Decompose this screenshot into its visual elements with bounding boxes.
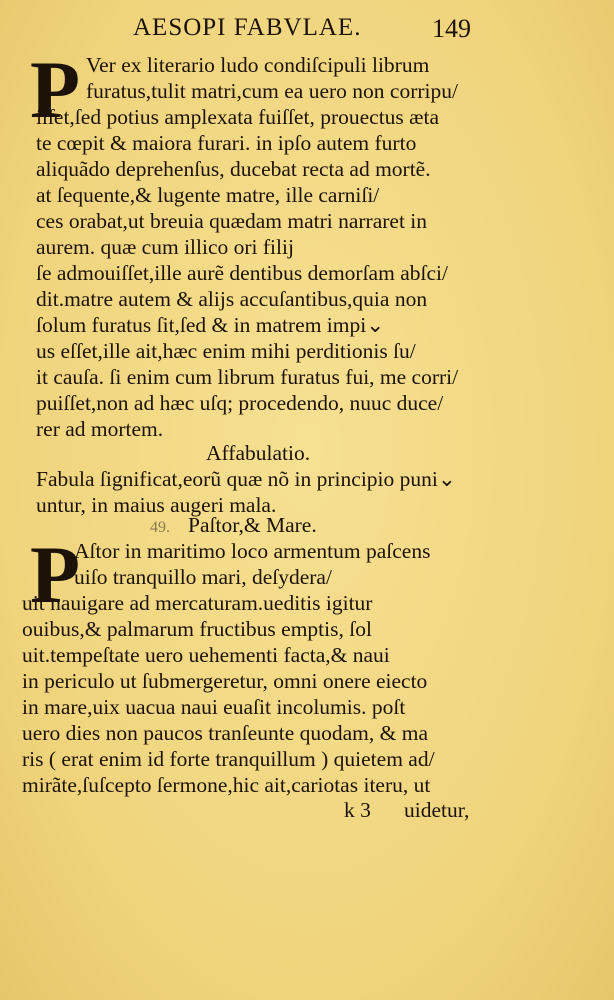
page-number: 149 xyxy=(432,14,471,43)
text-line: iſſet,ſed potius amplexata fuiſſet, prouectus æta xyxy=(36,105,440,129)
text-line: dit.matre autem & alijs accuſantibus,quia non xyxy=(36,287,428,311)
text-line: puiſſet,non ad hæc uſq; procedendo, nuuc duce/ xyxy=(36,391,444,415)
text-line: at ſequente,& lugente matre, ille carniſi/ xyxy=(36,183,380,207)
text-line: furatus,tulit matri,cum ea uero non corripu/ xyxy=(86,79,458,103)
section-heading: Affabulatio. xyxy=(206,441,311,465)
text-line: ſolum furatus ſit,ſed & in matrem impi⌄ xyxy=(36,313,385,337)
text-line: te cœpit & maiora furari. in ipſo autem furto xyxy=(36,131,417,155)
text-line: ris ( erat enim id forte tranquillum ) quietem ad/ xyxy=(22,747,435,771)
text-line: uero dies non paucos tranſeunte quodam, & ma xyxy=(22,721,429,745)
drop-capital: P xyxy=(30,529,81,620)
text-line: rer ad mortem. xyxy=(36,417,164,441)
text-line: Aſtor in maritimo loco armentum paſcens xyxy=(74,539,431,563)
catchword: uidetur, xyxy=(404,798,470,822)
text-line: us eſſet,ille ait,hæc enim mihi perditionis ſu/ xyxy=(36,339,416,363)
drop-capital: P xyxy=(30,44,81,135)
fable-title: Paſtor,& Mare. xyxy=(188,513,317,537)
text-line: Ver ex literario ludo condiſcipuli librum xyxy=(86,53,430,77)
text-line: aurem. quæ cum illico ori filij xyxy=(36,235,294,259)
running-title: AESOPI FABVLAE. xyxy=(133,14,362,41)
page-header xyxy=(0,12,614,48)
text-line: untur, in maius augeri mala. xyxy=(36,493,277,517)
text-line: Fabula ſignificat,eorũ quæ nõ in principio puni⌄ xyxy=(36,467,456,491)
text-line: it cauſa. ſi enim cum librum furatus fui, me corri/ xyxy=(36,365,459,389)
text-line: aliquãdo deprehenſus, ducebat recta ad mortẽ. xyxy=(36,157,431,181)
text-line: uit nauigare ad mercaturam.ueditis igitur xyxy=(22,591,373,615)
text-line: in periculo ut ſubmergeretur, omni onere eiecto xyxy=(22,669,428,693)
text-line: uiſo tranquillo mari, deſydera/ xyxy=(74,565,332,589)
signature-mark: k 3 xyxy=(344,798,371,822)
text-line: ouibus,& palmarum fructibus emptis, ſol xyxy=(22,617,372,641)
fable-number: 49. xyxy=(150,519,170,536)
text-line: uit.tempeſtate uero uehementi facta,& naui xyxy=(22,643,390,667)
text-line: ſe admouiſſet,ille aurẽ dentibus demorſam abſci/ xyxy=(36,261,448,285)
text-line: in mare,uix uacua naui euaſit incolumis. poſt xyxy=(22,695,406,719)
text-line: ces orabat,ut breuia quædam matri narraret in xyxy=(36,209,428,233)
text-line: mirãte,ſuſcepto ſermone,hic ait,cariotas iteru, ut xyxy=(22,773,431,797)
